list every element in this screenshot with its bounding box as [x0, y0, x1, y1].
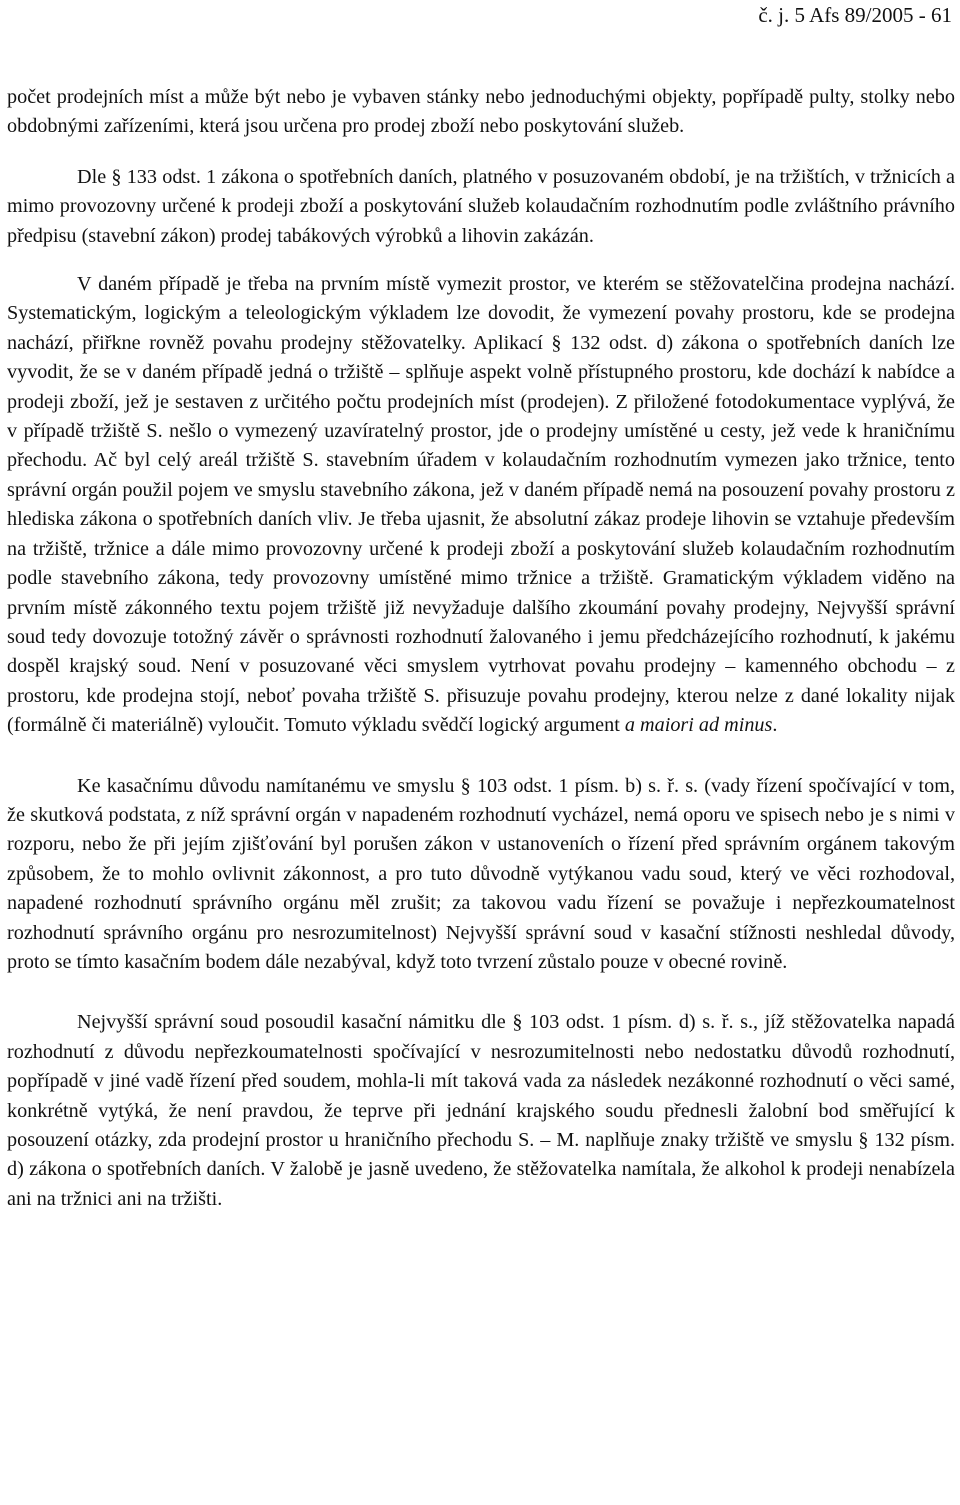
paragraph-4: Ke kasačnímu důvodu namítanému ve smyslu § 103 odst. 1 písm. b) s. ř. s. (vady řízení spočívající v tom, že skutková podstata, z níž správní orgán v napadeném rozhodnutí vycházel, nemá oporu ve spisech nebo je s nimi v rozporu, nebo že při jejím zjišťování byl porušen zákon v ustanoveních o řízení před správním orgánem takovým způsobem, že to mohlo ovlivnit zákonnost, a pro tuto důvodně vytýkanou vadu soud, který ve věci rozhodoval, napadené rozhodnutí správního orgánu měl zrušit; za takovou vadu řízení se považuje i nepřezkoumatelnost rozhodnutí správního orgánu pro nesrozumitelnost) Nejvyšší správní soud v kasační stížnosti neshledal důvody, proto se tímto kasačním bodem dále nezabýval, když toto tvrzení zůstalo pouze v obecné rovině.	[7, 774, 955, 973]
paragraph-2: Dle § 133 odst. 1 zákona o spotřebních daních, platného v posuzovaném období, je na tržištích, v tržnicích a mimo provozovny určené k prodeji zboží a poskytování služeb kolaudačním rozhodnutím podle zvláštního právního předpisu (stavební zákon) prodej tabákových výrobků a lihovin zakázán.	[7, 165, 955, 247]
paragraph-1: počet prodejních míst a může být nebo je vybaven stánky nebo jednoduchými objekty, popřípadě pulty, stolky nebo obdobnými zařízeními, která jsou určena pro prodej zboží nebo poskytování služeb.	[7, 86, 955, 138]
document-body	[7, 83, 955, 1214]
case-reference-header: č. j. 5 Afs 89/2005 - 61	[758, 3, 952, 27]
paragraph-3-tail: .	[772, 714, 778, 737]
paragraph-3-latin-phrase: a maiori ad minus	[624, 714, 773, 737]
paragraph-3-text: V daném případě je třeba na prvním místě vymezit prostor, ve kterém se stěžovatelčina prodejna nachází. Systematickým, logickým a teleologickým výkladem lze dovodit, že vymezení povahy prostoru, kde se prodejna nachází, přiřkne rovněž povahu prodejny stěžovatelky. Aplikací § 132 odst. d) zákona o spotřebních daních lze vyvodit, že se v daném případě jedná o tržiště – splňuje aspekt volně přístupného prostoru, kde dochází k nabídce a prodeji zboží, jež je sestaven z určitého počtu prodejních míst (prodejen). Z přiložené fotodokumentace vyplývá, že v případě tržiště S. nešlo o vymezený uzavíratelný prostor, jde o prodejny umístěné u cesty, jež vede k hraničnímu přechodu. Ač byl celý areál tržiště S. stavebním úřadem v kolaudačním rozhodnutím vymezen jako tržnice, tento správní orgán použil pojem ve smyslu stavebního zákona, jež v daném případě nemá na posouzení povahy prostoru z hlediska zákona o spotřebních daních vliv. Je třeba ujasnit, že absolutní zákaz prodeje lihovin se vztahuje především na tržiště, tržnice a dále mimo provozovny určené k prodeji zboží a poskytování služeb kolaudačním rozhodnutím podle stavebního zákona, tedy provozovny umístěné mimo tržnice a tržiště. Gramatickým výkladem viděno na prvním místě zákonného textu pojem tržiště již nevyžaduje dalšího zkoumání povahy prodejny, Nejvyšší správní soud tedy dovozuje totožný závěr o správnosti rozhodnutí žalovaného i jemu předcházejícího rozhodnutí, k jakému dospěl krajský soud. Není v posuzované věci smyslem vytrhovat povahu prodejny – kamenného obchodu – z prostoru, kde prodejna stojí, neboť povaha tržiště S. přisuzuje povahu prodejny, kterou nelze z dané lokality nijak (formálně či materiálně) vyloučit. Tomuto výkladu svědčí logický argument	[7, 273, 955, 737]
paragraph-3	[7, 270, 955, 741]
paragraph-5: Nejvyšší správní soud posoudil kasační námitku dle § 103 odst. 1 písm. d) s. ř. s., jíž stěžovatelka napadá rozhodnutí z důvodu nepřezkoumatelnosti spočívající v nesrozumitelnosti nebo nedostatku důvodů rozhodnutí, popřípadě v jiné vadě řízení před soudem, mohla-li mít taková vada za následek nezákonné rozhodnutí o věci samé, konkrétně vytýká, že není pravdou, že teprve při jednání krajského soudu přednesli žalobní bod směřující k posouzení otázky, zda prodejní prostor u hraničního přechodu S. – M. naplňuje znaky tržiště ve smyslu § 132 písm. d) zákona o spotřebních daních. V žalobě je jasně uvedeno, že stěžovatelka namítala, že alkohol k prodeji nenabízela ani na tržnici ani na tržišti.	[7, 1011, 955, 1210]
